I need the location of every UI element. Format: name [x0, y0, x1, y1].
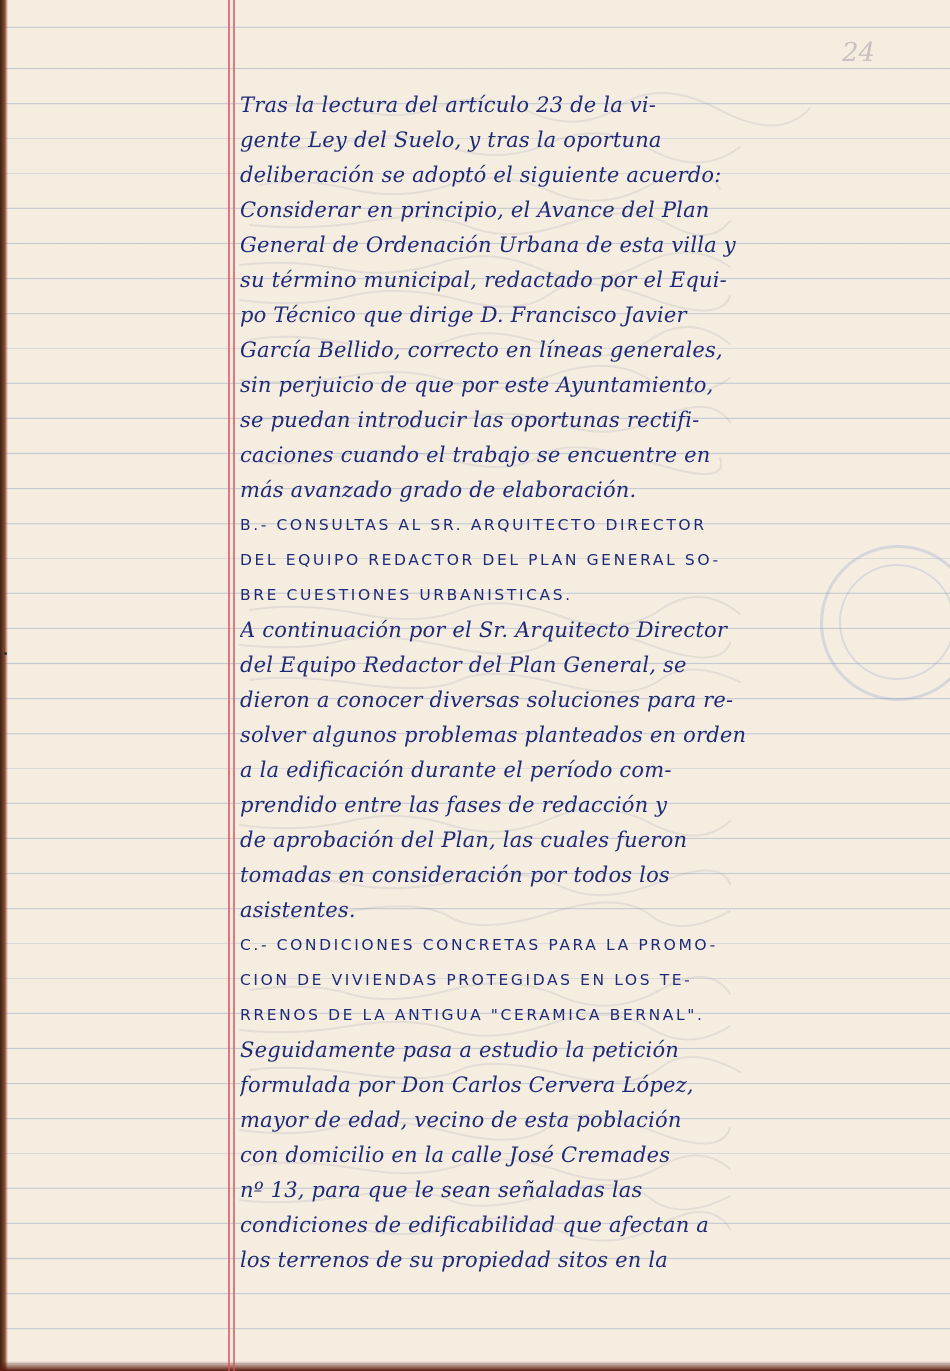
text-line: del Equipo Redactor del Plan General, se: [240, 653, 687, 677]
text-line: prendido entre las fases de redacción y: [240, 793, 668, 817]
section-heading-line: DEL EQUIPO REDACTOR DEL PLAN GENERAL SO-: [240, 551, 721, 569]
section-heading-line: RRENOS DE LA ANTIGUA "CERAMICA BERNAL".: [240, 1006, 705, 1024]
text-line: solver algunos problemas planteados en orden: [240, 723, 747, 747]
text-line: asistentes.: [240, 898, 356, 922]
text-line: formulada por Don Carlos Cervera López,: [240, 1073, 694, 1097]
text-line: deliberación se adoptó el siguiente acuerdo:: [240, 163, 722, 187]
text-line: po Técnico que dirige D. Francisco Javier: [240, 303, 687, 327]
section-heading-line: CION DE VIVIENDAS PROTEGIDAS EN LOS TE-: [240, 971, 693, 989]
text-line: gente Ley del Suelo, y tras la oportuna: [240, 128, 662, 152]
text-line: General de Ordenación Urbana de esta villa y: [240, 233, 736, 257]
text-line: condiciones de edificabilidad que afectan a: [240, 1213, 710, 1237]
text-line: Tras la lectura del artículo 23 de la vi-: [240, 93, 657, 117]
text-line: García Bellido, correcto en líneas generales,: [240, 338, 723, 362]
text-line: de aprobación del Plan, las cuales fueron: [240, 828, 688, 852]
text-line: tomadas en consideración por todos los: [240, 863, 670, 887]
text-line: mayor de edad, vecino de esta población: [240, 1108, 682, 1132]
text-line: a la edificación durante el período com-: [240, 758, 672, 782]
text-line: los terrenos de su propiedad sitos en la: [240, 1248, 669, 1272]
section-heading-line: BRE CUESTIONES URBANISTICAS.: [240, 586, 573, 604]
text-line: su término municipal, redactado por el Equi-: [240, 268, 727, 292]
text-line: caciones cuando el trabajo se encuentre en: [240, 443, 711, 467]
text-line: sin perjuicio de que por este Ayuntamiento,: [240, 373, 714, 397]
text-line: Considerar en principio, el Avance del Plan: [240, 198, 710, 222]
text-line: Seguidamente pasa a estudio la petición: [240, 1038, 680, 1062]
text-line: dieron a conocer diversas soluciones para re-: [240, 688, 734, 712]
text-line: más avanzado grado de elaboración.: [240, 478, 637, 502]
page-number: 24: [842, 38, 876, 68]
section-heading-line: C.- CONDICIONES CONCRETAS PARA LA PROMO-: [240, 936, 718, 954]
section-heading-line: B.- CONSULTAS AL SR. ARQUITECTO DIRECTOR: [240, 516, 707, 534]
text-line: con domicilio en la calle José Cremades: [240, 1143, 671, 1167]
text-line: se puedan introducir las oportunas rectifi-: [240, 408, 700, 432]
text-line: nº 13, para que le sean señaladas las: [240, 1178, 643, 1202]
handwritten-text-block: [240, 88, 940, 1278]
text-line: A continuación por el Sr. Arquitecto Director: [240, 618, 728, 642]
